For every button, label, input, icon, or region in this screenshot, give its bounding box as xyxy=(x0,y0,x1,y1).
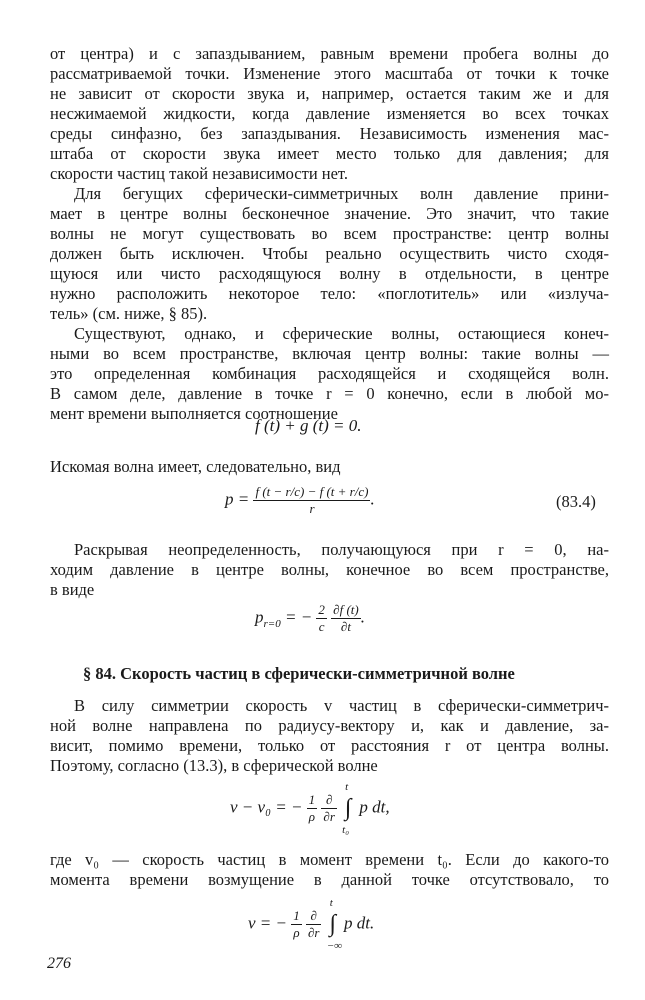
eq-lhs: v − v₀ = − xyxy=(230,797,303,817)
text-line: штаба от скорости звука имеет место только для давления; для xyxy=(50,144,609,163)
integral-upper-limit: t xyxy=(329,897,333,909)
eq-denominator: ∂r xyxy=(308,925,320,940)
integral-lower-limit: t₀ xyxy=(342,824,350,836)
eq-numerator: f (t − r/c) − f (t + r/c) xyxy=(255,484,369,499)
integral-sign: ∫ t t₀ xyxy=(342,781,352,836)
text-line: где v₀ — скорость частиц в момент времени t₀. Если до какого-то xyxy=(50,850,609,869)
text-line: момента времени возмущение в данной точке отсутствовало, то xyxy=(50,870,609,889)
eq-integrand: p dt. xyxy=(343,913,375,933)
eq-numerator: ∂ xyxy=(306,908,321,925)
text-line: скорости частиц такой независимости нет. xyxy=(50,164,349,183)
text-line: в виде xyxy=(50,580,95,599)
eq-fraction xyxy=(306,908,321,941)
eq-denominator: c xyxy=(318,619,325,634)
text-line: Искомая волна имеет, следовательно, вид xyxy=(50,457,341,476)
text-line: мает в центре волны бесконечное значение. Это значит, что такие xyxy=(50,204,609,223)
text-line: щуюся или чисто расходящуюся волну в отдельности, в центре xyxy=(50,264,609,283)
text-line: ходим давление в центре волны, конечное во всем пространстве, xyxy=(50,560,609,579)
text-line: волны не могут существовать во всем пространстве: центр волны xyxy=(50,224,609,243)
eq-subscript: r=0 xyxy=(263,617,281,630)
eq-denominator: ∂r xyxy=(323,809,335,824)
eq-denominator: r xyxy=(309,501,315,516)
text-line: нужно расположить некоторое тело: «поглотитель» или «излуча- xyxy=(50,284,609,303)
eq-fraction xyxy=(253,484,370,517)
eq-sign: = − xyxy=(284,607,313,627)
text-line: Раскрывая неопределенность, получающуюся при r = 0, на- xyxy=(74,540,609,559)
eq-fraction xyxy=(316,602,327,635)
eq-numerator: ∂f (t) xyxy=(333,602,359,617)
eq-lhs: p xyxy=(255,607,264,627)
text-line: от центра) и с запаздыванием, равным времени пробега волны до xyxy=(50,44,609,63)
page-number: 276 xyxy=(47,955,71,972)
eq-fraction xyxy=(307,792,318,825)
text-line: Для бегущих сферически-симметричных волн давление прини- xyxy=(74,184,609,203)
eq-fraction xyxy=(291,908,302,941)
text-line: не зависит от скорости звука и, например, остается таким же и для xyxy=(50,84,609,103)
text-line: среды синфазно, без запаздывания. Независимость изменения мас- xyxy=(50,124,609,143)
integral-lower-limit: −∞ xyxy=(326,940,342,952)
section-heading: § 84. Скорость частиц в сферически-симметричной волне xyxy=(83,664,515,683)
equation-number: (83.4) xyxy=(556,492,596,511)
eq-denominator: ρ xyxy=(293,925,300,940)
eq-fraction xyxy=(321,792,336,825)
equation-velocity-diff xyxy=(230,781,390,836)
text-line: висит, помимо времени, только от расстояния r от центра волны. xyxy=(50,736,609,755)
equation-center-pressure: $p_{r=0}$ = − $\frac{2}{c}$ $\frac{\partial f (t)}{\partial t}$ . xyxy=(255,602,365,634)
equation-fg-sum: f (t) + g (t) = 0. xyxy=(255,416,362,435)
text-line: ной волне направлена по радиусу-вектору и, как и давление, за- xyxy=(50,716,609,735)
text-line: В самом деле, давление в точке r = 0 конечно, если в любой мо- xyxy=(50,384,609,403)
eq-numerator: 1 xyxy=(293,908,300,923)
text-line: Поэтому, согласно (13.3), в сферической волне xyxy=(50,756,378,775)
eq-denominator: ∂t xyxy=(340,619,351,634)
eq-numerator: 2 xyxy=(318,602,325,617)
text-line: Существуют, однако, и сферические волны, остающиеся конеч- xyxy=(74,324,609,343)
text-line: мент времени выполняется соотношение xyxy=(50,404,338,423)
eq-lhs: v = − xyxy=(248,913,287,933)
eq-denominator: ρ xyxy=(308,809,316,824)
text-line: В силу симметрии скорость v частиц в сферически-симметрич- xyxy=(74,696,609,715)
text-line: это определенная комбинация расходящейся и сходящейся волн. xyxy=(50,364,609,383)
text-line: должен быть исключен. Чтобы реально осуществить чисто сходя- xyxy=(50,244,609,263)
eq-fraction xyxy=(331,602,361,635)
text-line: несжимаемой жидкости, когда давление изменяется во всех точках xyxy=(50,104,609,123)
text-line: тель» (см. ниже, § 85). xyxy=(50,304,208,323)
eq-lhs: p = xyxy=(225,489,250,509)
text-line: рассматриваемой точки. Изменение этого масштаба от точки к точке xyxy=(50,64,609,83)
equation-velocity xyxy=(248,897,375,952)
text-line: ными во всем пространстве, включая центр волны: такие волны — xyxy=(50,344,609,363)
integral-upper-limit: t xyxy=(345,781,349,793)
eq-numerator: ∂ xyxy=(321,792,336,809)
equation-83-4: p = $\frac{f (t - r/c) - f (t + r/c)}{r}$ . xyxy=(225,484,375,516)
eq-numerator: 1 xyxy=(308,792,316,807)
eq-integrand: p dt, xyxy=(359,797,390,817)
integral-sign: ∫ t −∞ xyxy=(326,897,342,952)
